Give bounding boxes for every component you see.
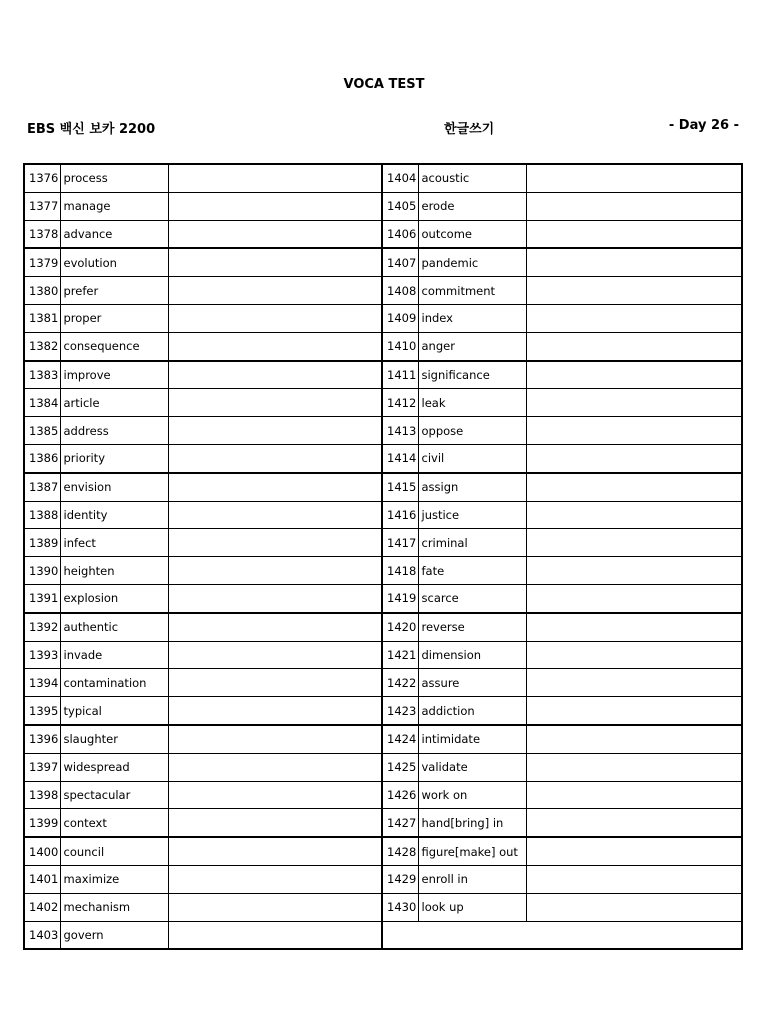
answer-blank[interactable] — [168, 361, 382, 389]
table-row — [24, 837, 742, 865]
english-word: proper — [60, 304, 168, 332]
table-row — [24, 192, 742, 220]
word-number: 1415 — [382, 473, 418, 501]
english-word: article — [60, 389, 168, 417]
english-word: mechanism — [60, 893, 168, 921]
english-word: maximize — [60, 865, 168, 893]
word-number: 1428 — [382, 837, 418, 865]
english-word: criminal — [418, 529, 526, 557]
word-number: 1426 — [382, 781, 418, 809]
test-mode: 한글쓰기 — [444, 122, 495, 137]
english-word: prefer — [60, 277, 168, 305]
answer-blank[interactable] — [168, 697, 382, 725]
word-number: 1397 — [24, 753, 60, 781]
word-number: 1382 — [24, 332, 60, 360]
answer-blank[interactable] — [168, 389, 382, 417]
word-number: 1420 — [382, 613, 418, 641]
word-number: 1378 — [24, 220, 60, 248]
answer-blank[interactable] — [168, 501, 382, 529]
answer-blank[interactable] — [526, 192, 742, 220]
word-number: 1379 — [24, 248, 60, 276]
english-word: typical — [60, 697, 168, 725]
english-word: erode — [418, 192, 526, 220]
table-row — [24, 389, 742, 417]
answer-blank[interactable] — [168, 613, 382, 641]
answer-blank[interactable] — [168, 865, 382, 893]
answer-blank[interactable] — [168, 921, 382, 949]
english-word: dimension — [418, 641, 526, 669]
answer-blank[interactable] — [526, 220, 742, 248]
answer-blank[interactable] — [526, 277, 742, 305]
word-number: 1391 — [24, 584, 60, 612]
answer-blank[interactable] — [526, 865, 742, 893]
word-number: 1411 — [382, 361, 418, 389]
word-number: 1409 — [382, 304, 418, 332]
english-word: validate — [418, 753, 526, 781]
table-row — [24, 529, 742, 557]
english-word: heighten — [60, 557, 168, 585]
english-word: priority — [60, 444, 168, 472]
word-number: 1421 — [382, 641, 418, 669]
answer-blank[interactable] — [168, 641, 382, 669]
answer-blank[interactable] — [526, 501, 742, 529]
english-word: evolution — [60, 248, 168, 276]
answer-blank[interactable] — [526, 669, 742, 697]
table-row — [24, 584, 742, 612]
answer-blank[interactable] — [168, 893, 382, 921]
word-number: 1405 — [382, 192, 418, 220]
word-number: 1407 — [382, 248, 418, 276]
english-word: pandemic — [418, 248, 526, 276]
word-number: 1417 — [382, 529, 418, 557]
english-word: explosion — [60, 584, 168, 612]
word-number: 1400 — [24, 837, 60, 865]
word-number: 1386 — [24, 444, 60, 472]
answer-blank[interactable] — [168, 304, 382, 332]
table-row — [24, 921, 742, 949]
english-word: reverse — [418, 613, 526, 641]
table-row — [24, 669, 742, 697]
answer-blank[interactable] — [168, 725, 382, 753]
english-word: scarce — [418, 584, 526, 612]
answer-blank[interactable] — [168, 192, 382, 220]
word-number: 1410 — [382, 332, 418, 360]
answer-blank[interactable] — [526, 389, 742, 417]
answer-blank[interactable] — [526, 473, 742, 501]
word-number: 1389 — [24, 529, 60, 557]
word-number: 1429 — [382, 865, 418, 893]
english-word: oppose — [418, 417, 526, 445]
english-word: addiction — [418, 697, 526, 725]
word-number: 1430 — [382, 893, 418, 921]
english-word: anger — [418, 332, 526, 360]
day-label: - Day 26 - — [668, 118, 739, 133]
answer-blank[interactable] — [168, 584, 382, 612]
word-number: 1422 — [382, 669, 418, 697]
word-number: 1387 — [24, 473, 60, 501]
answer-blank[interactable] — [526, 304, 742, 332]
word-number: 1406 — [382, 220, 418, 248]
answer-blank[interactable] — [526, 697, 742, 725]
word-number: 1412 — [382, 389, 418, 417]
word-number: 1396 — [24, 725, 60, 753]
table-row — [24, 893, 742, 921]
english-word: consequence — [60, 332, 168, 360]
answer-blank[interactable] — [168, 332, 382, 360]
table-row — [24, 277, 742, 305]
table-row — [24, 248, 742, 276]
english-word: spectacular — [60, 781, 168, 809]
word-number: 1401 — [24, 865, 60, 893]
answer-blank[interactable] — [526, 417, 742, 445]
answer-blank[interactable] — [526, 332, 742, 360]
table-row — [24, 220, 742, 248]
english-word: govern — [60, 921, 168, 949]
english-word: acoustic — [418, 164, 526, 192]
word-number: 1418 — [382, 557, 418, 585]
answer-blank[interactable] — [168, 277, 382, 305]
word-number: 1398 — [24, 781, 60, 809]
answer-blank[interactable] — [526, 164, 742, 192]
word-number: 1384 — [24, 389, 60, 417]
english-word: look up — [418, 893, 526, 921]
word-number: 1414 — [382, 444, 418, 472]
table-row — [24, 865, 742, 893]
english-word: work on — [418, 781, 526, 809]
table-row — [24, 444, 742, 472]
english-word: advance — [60, 220, 168, 248]
answer-blank[interactable] — [526, 753, 742, 781]
english-word: address — [60, 417, 168, 445]
empty-cell — [382, 921, 742, 949]
answer-blank[interactable] — [168, 557, 382, 585]
word-number: 1383 — [24, 361, 60, 389]
answer-blank[interactable] — [168, 473, 382, 501]
answer-blank[interactable] — [168, 220, 382, 248]
word-number: 1395 — [24, 697, 60, 725]
table-row — [24, 332, 742, 360]
word-number: 1403 — [24, 921, 60, 949]
answer-blank[interactable] — [168, 837, 382, 865]
english-word: widespread — [60, 753, 168, 781]
answer-blank[interactable] — [526, 584, 742, 612]
english-word: intimidate — [418, 725, 526, 753]
table-row — [24, 361, 742, 389]
word-number: 1402 — [24, 893, 60, 921]
table-row — [24, 473, 742, 501]
answer-blank[interactable] — [168, 669, 382, 697]
page-title: VOCA TEST — [343, 77, 425, 92]
table-row — [24, 304, 742, 332]
answer-blank[interactable] — [526, 361, 742, 389]
english-word: council — [60, 837, 168, 865]
english-word: infect — [60, 529, 168, 557]
english-word: context — [60, 809, 168, 837]
answer-blank[interactable] — [526, 613, 742, 641]
table-row — [24, 725, 742, 753]
english-word: fate — [418, 557, 526, 585]
answer-blank[interactable] — [168, 444, 382, 472]
word-number: 1423 — [382, 697, 418, 725]
word-number: 1399 — [24, 809, 60, 837]
english-word: contamination — [60, 669, 168, 697]
table-row — [24, 781, 742, 809]
answer-blank[interactable] — [168, 248, 382, 276]
word-number: 1392 — [24, 613, 60, 641]
english-word: figure[make] out — [418, 837, 526, 865]
english-word: process — [60, 164, 168, 192]
table-row — [24, 641, 742, 669]
word-number: 1380 — [24, 277, 60, 305]
word-number: 1425 — [382, 753, 418, 781]
english-word: significance — [418, 361, 526, 389]
english-word: authentic — [60, 613, 168, 641]
answer-blank[interactable] — [526, 529, 742, 557]
answer-blank[interactable] — [168, 529, 382, 557]
table-row — [24, 164, 742, 192]
table-row — [24, 613, 742, 641]
answer-blank[interactable] — [526, 444, 742, 472]
word-number: 1404 — [382, 164, 418, 192]
english-word: assure — [418, 669, 526, 697]
vocab-table — [23, 163, 743, 950]
book-title: EBS 백신 보카 2200 — [27, 122, 156, 137]
word-number: 1427 — [382, 809, 418, 837]
answer-blank[interactable] — [526, 557, 742, 585]
answer-blank[interactable] — [168, 417, 382, 445]
english-word: envision — [60, 473, 168, 501]
word-number: 1381 — [24, 304, 60, 332]
answer-blank[interactable] — [526, 725, 742, 753]
table-row — [24, 809, 742, 837]
english-word: outcome — [418, 220, 526, 248]
word-number: 1390 — [24, 557, 60, 585]
english-word: leak — [418, 389, 526, 417]
answer-blank[interactable] — [526, 809, 742, 837]
word-number: 1377 — [24, 192, 60, 220]
english-word: justice — [418, 501, 526, 529]
word-number: 1388 — [24, 501, 60, 529]
english-word: index — [418, 304, 526, 332]
word-number: 1376 — [24, 164, 60, 192]
english-word: invade — [60, 641, 168, 669]
word-number: 1408 — [382, 277, 418, 305]
word-number: 1419 — [382, 584, 418, 612]
english-word: identity — [60, 501, 168, 529]
table-row — [24, 417, 742, 445]
english-word: assign — [418, 473, 526, 501]
english-word: manage — [60, 192, 168, 220]
answer-blank[interactable] — [526, 837, 742, 865]
word-number: 1413 — [382, 417, 418, 445]
table-row — [24, 697, 742, 725]
answer-blank[interactable] — [526, 781, 742, 809]
word-number: 1394 — [24, 669, 60, 697]
word-number: 1385 — [24, 417, 60, 445]
table-row — [24, 557, 742, 585]
answer-blank[interactable] — [526, 641, 742, 669]
english-word: enroll in — [418, 865, 526, 893]
table-row — [24, 501, 742, 529]
word-number: 1416 — [382, 501, 418, 529]
table-row — [24, 753, 742, 781]
word-number: 1393 — [24, 641, 60, 669]
english-word: improve — [60, 361, 168, 389]
answer-blank[interactable] — [168, 753, 382, 781]
answer-blank[interactable] — [526, 893, 742, 921]
answer-blank[interactable] — [168, 809, 382, 837]
word-number: 1424 — [382, 725, 418, 753]
english-word: civil — [418, 444, 526, 472]
english-word: hand[bring] in — [418, 809, 526, 837]
english-word: commitment — [418, 277, 526, 305]
english-word: slaughter — [60, 725, 168, 753]
answer-blank[interactable] — [168, 781, 382, 809]
answer-blank[interactable] — [526, 248, 742, 276]
answer-blank[interactable] — [168, 164, 382, 192]
